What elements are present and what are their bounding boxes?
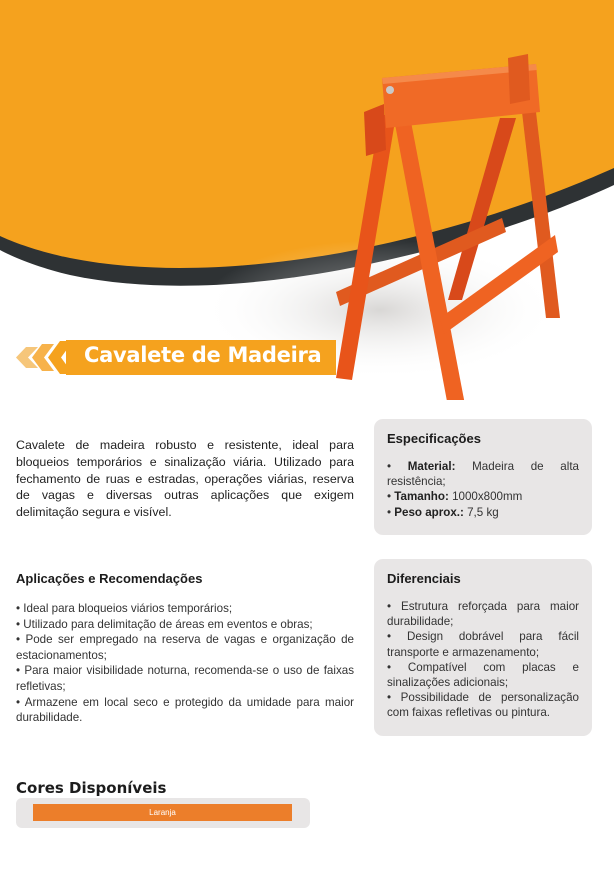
spec-item-weight: • Peso aprox.: 7,5 kg: [387, 505, 499, 519]
hero-orange-band: [0, 0, 614, 268]
applications-list: [16, 601, 354, 726]
specs-card: [374, 419, 592, 535]
differentials-card: [374, 559, 592, 736]
spec-item-size: • Tamanho: 1000x800mm: [387, 490, 523, 504]
colors-title: Cores Disponíveis: [16, 779, 167, 797]
hinge-icon: [386, 86, 394, 94]
spec-value: 1000x800mm: [452, 490, 523, 504]
spec-label: Peso aprox.:: [394, 505, 464, 519]
differentials-title: Diferenciais: [387, 571, 461, 586]
list-item: • Utilizado para delimitação de áreas em eventos e obras;: [16, 617, 313, 631]
spec-label: Material:: [407, 460, 456, 473]
list-item: • Possibilidade de personalização com faixas refletivas ou pintura.: [387, 691, 579, 720]
spec-item-material: • Material: Madeira de alta resistência;: [387, 460, 579, 489]
list-item: • Pode ser empregado na reserva de vagas e organização de estacionamentos;: [16, 633, 354, 662]
differentials-list: [387, 599, 579, 721]
specs-list: [387, 459, 579, 520]
list-item: • Design dobrável para fácil transporte e armazenamento;: [387, 630, 579, 659]
list-item: • Armazene em local seco e protegido da umidade para maior durabilidade.: [16, 695, 354, 725]
applications-title: Aplicações e Recomendações: [16, 571, 203, 586]
list-item: • Para maior visibilidade noturna, recomenda-se o uso de faixas refletivas;: [16, 664, 354, 693]
list-item: • Compatível com placas e sinalizações adicionais;: [387, 660, 579, 690]
page-title: Cavalete de Madeira: [84, 343, 322, 367]
specs-title: Especificações: [387, 431, 481, 446]
colors-panel: [16, 798, 310, 828]
spec-value: 7,5 kg: [467, 505, 499, 519]
spec-label: Tamanho:: [394, 490, 449, 504]
spec-value: Madeira de alta resistência;: [387, 460, 579, 489]
list-item: • Estrutura reforçada para maior durabilidade;: [387, 600, 579, 629]
intro-paragraph: Cavalete de madeira robusto e resistente, ideal para bloqueios temporários e sinalização viária. Utilizado para fechamento de ruas e estradas, operações viárias, reserva de vagas e diversas outras aplicações que exigem delimitação segura e visível.: [16, 438, 354, 520]
color-swatch-laranja: Laranja: [33, 804, 292, 821]
list-item: • Ideal para bloqueios viários temporários;: [16, 602, 233, 615]
